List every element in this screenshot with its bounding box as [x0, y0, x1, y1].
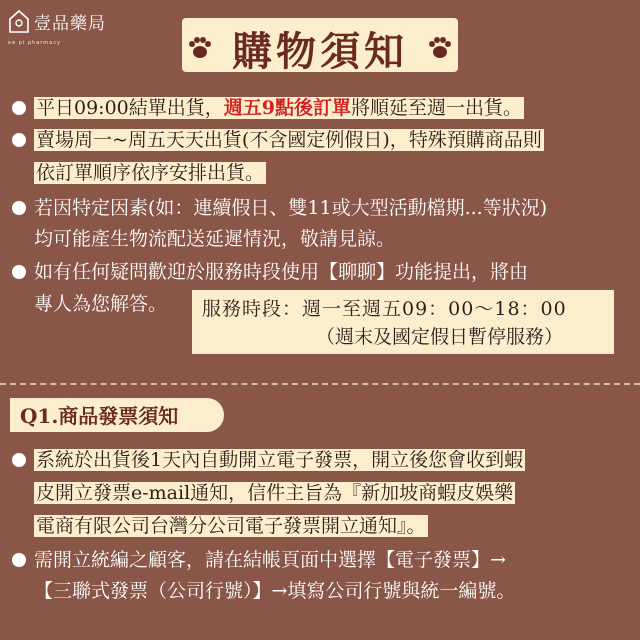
brand-subtitle: ee pi pharmacy	[8, 40, 61, 46]
brand-name: 壹品藥局	[34, 14, 106, 34]
notice-line	[34, 94, 524, 122]
invoice-line: 【三聯式發票（公司行號）】→填寫公司行號與統一編號。	[34, 580, 516, 602]
bullet-icon	[12, 265, 26, 279]
notice-line	[34, 159, 266, 187]
bullet-icon	[12, 101, 26, 115]
notice-highlight-red: 週五9點後訂單	[223, 97, 351, 119]
service-hours-time: 服務時段：週一至週五09：00～18：00	[202, 298, 567, 320]
q1-heading: Q1.商品發票須知	[20, 404, 179, 428]
section-divider	[0, 383, 640, 385]
notice-line: 如有任何疑問歡迎於服務時段使用【聊聊】功能提出，將由	[34, 261, 529, 283]
title-banner	[182, 14, 458, 76]
page-title: 購物須知	[232, 28, 408, 75]
notice-line	[34, 126, 544, 154]
bullet-icon	[12, 453, 26, 467]
bullet-icon	[12, 553, 26, 567]
invoice-line	[34, 479, 515, 507]
bullet-icon	[12, 133, 26, 147]
invoice-text: 皮開立發票e-mail通知，信件主旨為『新加坡商蝦皮娛樂	[36, 482, 514, 504]
invoice-line: 需開立統編之顧客，請在結帳頁面中選擇【電子發票】→	[34, 549, 506, 571]
paw-icon	[426, 34, 454, 62]
notice-text: 賣場周一~周五天天出貨(不含國定例假日)，特殊預購商品則	[36, 129, 542, 151]
invoice-text: 系統於出貨後1天內自動開立電子發票，開立後您會收到蝦	[36, 449, 524, 471]
notice-line: 若因特定因素(如：連續假日、雙11或大型活動檔期...等狀況)	[34, 197, 548, 219]
service-hours-box	[192, 290, 614, 354]
bullet-icon	[12, 201, 26, 215]
notice-text: 將順延至週一出貨。	[351, 97, 523, 119]
invoice-text: 電商有限公司台灣分公司電子發票開立通知』。	[36, 515, 426, 537]
invoice-line	[34, 512, 428, 540]
house-icon	[8, 8, 30, 34]
invoice-line	[34, 446, 525, 474]
notice-line: 專人為您解答。	[34, 293, 168, 315]
notice-text: 平日09:00結單出貨，	[36, 97, 224, 119]
service-hours-note: （週末及國定假日暫停服務）	[316, 326, 564, 348]
notice-line: 均可能產生物流配送延遲情況，敬請見諒。	[34, 228, 396, 250]
brand-logo	[4, 4, 154, 46]
notice-text: 依訂單順序依序安排出貨。	[36, 162, 265, 184]
